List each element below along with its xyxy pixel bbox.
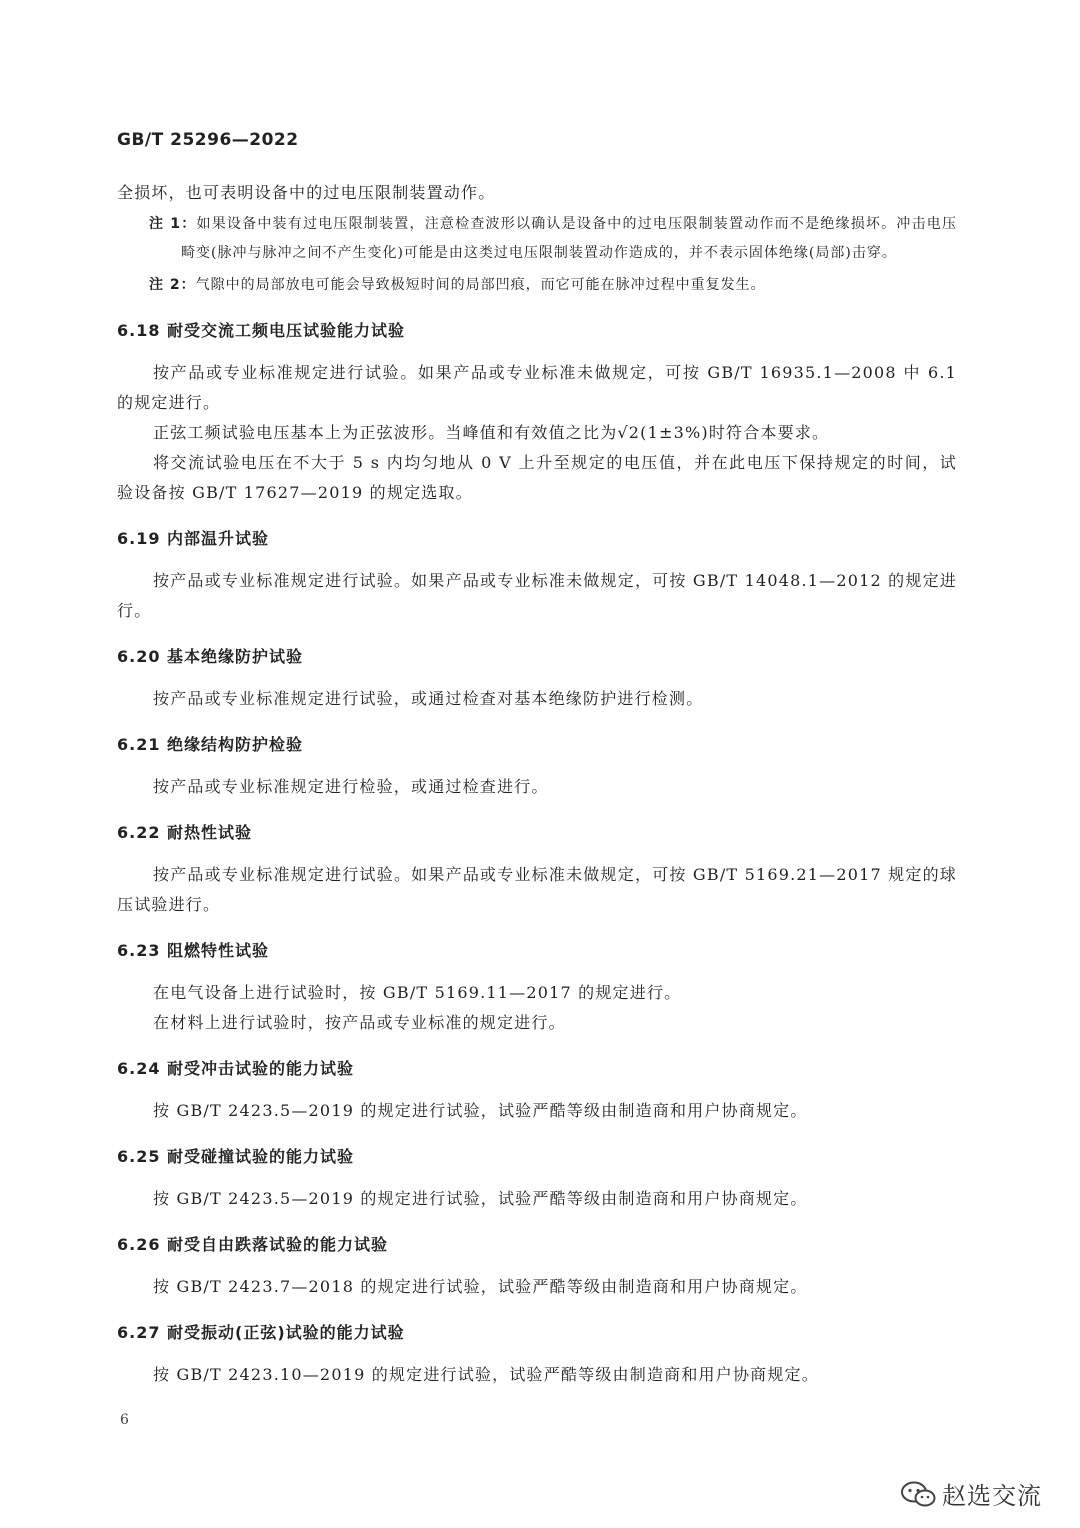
- section-6-18: [117, 316, 957, 508]
- note-2: [117, 271, 957, 300]
- section-title: 绝缘结构防护检验: [167, 735, 304, 754]
- section-heading: [117, 1230, 957, 1260]
- section-6-25: [117, 1142, 957, 1214]
- section-number: 6.27: [117, 1323, 161, 1342]
- section-number: 6.23: [117, 941, 161, 960]
- section-paragraph: 在电气设备上进行试验时，按 GB/T 5169.11—2017 的规定进行。: [153, 983, 682, 1002]
- section-paragraph: 将交流试验电压在不大于 5 s 内均匀地从 0 V 上升至规定的电压值，并在此电压下保持规定的时间，试验设备按 GB/T 17627—2019 的规定选取。: [117, 453, 957, 502]
- section-number: 6.26: [117, 1235, 161, 1254]
- section-heading: [117, 1142, 957, 1172]
- section-heading: [117, 524, 957, 554]
- section-paragraph: 按产品或专业标准规定进行检验，或通过检查进行。: [153, 777, 549, 796]
- section-paragraph: 按 GB/T 2423.10—2019 的规定进行试验，试验严酷等级由制造商和用户协商规定。: [153, 1365, 819, 1384]
- note-text: 气隙中的局部放电可能会导致极短时间的局部凹痕，而它可能在脉冲过程中重复发生。: [195, 277, 766, 293]
- intro-text: 全损坏，也可表明设备中的过电压限制装置动作。: [117, 183, 496, 202]
- section-heading: [117, 316, 957, 346]
- section-paragraph: 正弦工频试验电压基本上为正弦波形。当峰值和有效值之比为√2(1±3%)时符合本要求。: [153, 423, 830, 442]
- standard-id: GB/T 25296—2022: [117, 130, 299, 150]
- note-label: 注 1：: [149, 216, 197, 232]
- section-paragraph: 按产品或专业标准规定进行试验。如果产品或专业标准未做规定，可按 GB/T 5169.21—2017 规定的球压试验进行。: [117, 865, 957, 914]
- wechat-icon: [900, 1481, 936, 1507]
- section-title: 阻燃特性试验: [167, 941, 270, 960]
- note-label: 注 2：: [149, 277, 196, 293]
- section-title: 耐受交流工频电压试验能力试验: [167, 321, 406, 340]
- watermark-text: 赵选交流: [942, 1482, 1042, 1510]
- section-number: 6.19: [117, 529, 161, 548]
- section-6-22: [117, 818, 957, 920]
- section-title: 耐受碰撞试验的能力试验: [167, 1147, 355, 1166]
- section-heading: [117, 642, 957, 672]
- section-heading: [117, 936, 957, 966]
- notes: [117, 210, 957, 300]
- section-paragraph: 按 GB/T 2423.5—2019 的规定进行试验，试验严酷等级由制造商和用户协商规定。: [153, 1101, 808, 1120]
- section-6-19: [117, 524, 957, 626]
- section-title: 耐受自由跌落试验的能力试验: [167, 1235, 389, 1254]
- section-heading: [117, 730, 957, 760]
- section-number: 6.25: [117, 1147, 161, 1166]
- section-paragraph: 在材料上进行试验时，按产品或专业标准的规定进行。: [153, 1013, 566, 1032]
- section-6-20: [117, 642, 957, 714]
- section-title: 耐受冲击试验的能力试验: [167, 1059, 355, 1078]
- section-paragraph: 按产品或专业标准规定进行试验。如果产品或专业标准未做规定，可按 GB/T 14048.1—2012 的规定进行。: [117, 571, 957, 620]
- section-number: 6.21: [117, 735, 161, 754]
- section-title: 耐受振动(正弦)试验的能力试验: [167, 1323, 405, 1342]
- section-6-24: [117, 1054, 957, 1126]
- section-paragraph: 按产品或专业标准规定进行试验，或通过检查对基本绝缘防护进行检测。: [153, 689, 704, 708]
- page-content: [117, 178, 957, 1392]
- note-1: [117, 210, 957, 268]
- section-heading: [117, 1054, 957, 1084]
- section-6-26: [117, 1230, 957, 1302]
- section-paragraph: 按 GB/T 2423.7—2018 的规定进行试验，试验严酷等级由制造商和用户协商规定。: [153, 1277, 808, 1296]
- section-heading: [117, 1318, 957, 1348]
- section-6-23: [117, 936, 957, 1038]
- section-heading: [117, 818, 957, 848]
- section-title: 耐热性试验: [167, 823, 253, 842]
- watermark: [900, 1476, 1042, 1511]
- section-number: 6.22: [117, 823, 161, 842]
- section-title: 内部温升试验: [167, 529, 270, 548]
- section-number: 6.20: [117, 647, 161, 666]
- section-number: 6.24: [117, 1059, 161, 1078]
- section-number: 6.18: [117, 321, 161, 340]
- note-text: 如果设备中装有过电压限制装置，注意检查波形以确认是设备中的过电压限制装置动作而不是绝缘损坏。冲击电压畸变(脉冲与脉冲之间不产生变化)可能是由这类过电压限制装置动作造成的，并不表示固体绝缘(局部)击穿。: [181, 216, 957, 261]
- section-title: 基本绝缘防护试验: [167, 647, 304, 666]
- section-6-21: [117, 730, 957, 802]
- page-number: 6: [120, 1412, 129, 1428]
- section-6-27: [117, 1318, 957, 1390]
- section-paragraph: 按产品或专业标准规定进行试验。如果产品或专业标准未做规定，可按 GB/T 16935.1—2008 中 6.1 的规定进行。: [117, 363, 957, 412]
- section-paragraph: 按 GB/T 2423.5—2019 的规定进行试验，试验严酷等级由制造商和用户协商规定。: [153, 1189, 808, 1208]
